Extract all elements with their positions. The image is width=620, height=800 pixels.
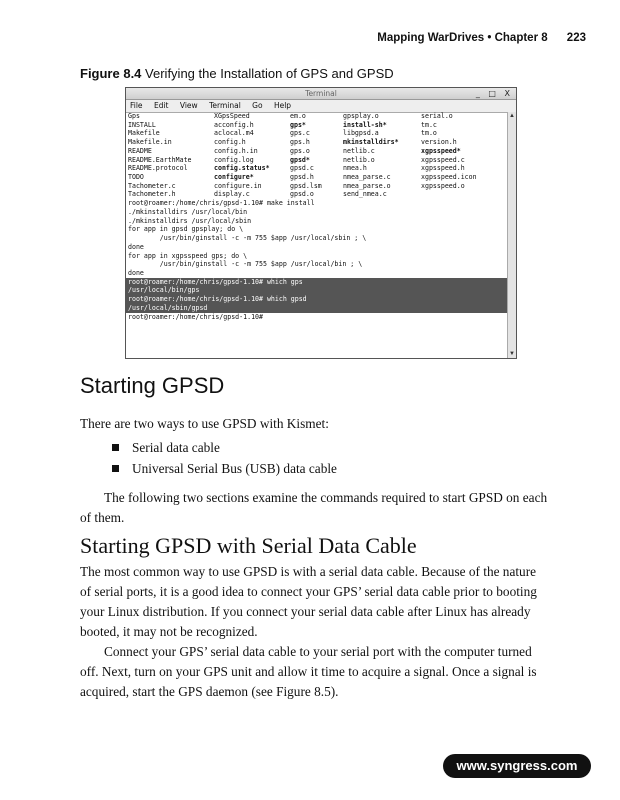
terminal-output [126, 112, 507, 358]
menu-go[interactable]: Go [252, 101, 263, 110]
terminal-ls-cell: tm.c [421, 120, 437, 129]
section2-paragraph-2: Connect your GPS’ serial data cable to your serial port with the computer turned off. Next, turn on your GPS unit and allow it time to acquire a signal. Once a signal is acquired, start the GPS daemon (see Figure 8.5). [80, 644, 537, 699]
terminal-ls-cell: libgpsd.a [343, 129, 379, 138]
terminal-ls-row [126, 112, 507, 121]
terminal-ls-cell: gpsd.h [290, 173, 314, 182]
scroll-up-icon[interactable]: ▲ [509, 113, 515, 119]
terminal-ls-cell: Tachometer.h [128, 190, 176, 199]
terminal-ls-cell: xgpsspeed.o [421, 181, 465, 190]
terminal-window [125, 87, 517, 359]
list-item: Serial data cable [80, 437, 337, 458]
terminal-ls-cell: netlib.c [343, 146, 375, 155]
terminal-ls-cell: serial.o [421, 112, 453, 120]
figure-number: Figure 8.4 [80, 66, 142, 81]
terminal-line: ./mkinstalldirs /usr/local/sbin [128, 216, 252, 225]
terminal-ls-cell: gpsplay.o [343, 112, 379, 120]
terminal-ls-cell: gps.c [290, 129, 310, 138]
terminal-ls-cell: configure.in [214, 181, 262, 190]
terminal-ls-cell [421, 190, 501, 199]
terminal-ls-cell: config.h [214, 138, 246, 147]
terminal-ls-cell: gpsd.lsm [290, 181, 322, 190]
section1-intro: There are two ways to use GPSD with Kismet: [80, 416, 329, 431]
terminal-ls-cell: config.log [214, 155, 254, 164]
terminal-ls-cell: netlib.o [343, 155, 375, 164]
terminal-line: for app in gpsd gpsplay; do \ [128, 225, 244, 234]
terminal-line: /usr/bin/ginstall -c -m 755 $app /usr/local/sbin ; \ [128, 234, 367, 243]
section-heading-starting-gpsd: Starting GPSD [80, 373, 225, 398]
window-buttons[interactable]: _ □ X [475, 89, 513, 98]
terminal-ls-cell: config.h.in [214, 146, 258, 155]
running-head: Mapping WarDrives • Chapter 8 223 [377, 32, 586, 44]
terminal-ls-cell: nmea.h [343, 164, 367, 173]
terminal-ls-cell: gpsd* [290, 155, 310, 164]
terminal-ls-cell: xgpsspeed.h [421, 164, 465, 173]
terminal-ls-cell: gps* [290, 120, 306, 129]
scroll-down-icon[interactable]: ▼ [509, 351, 515, 357]
terminal-ls-cell: TODO [128, 173, 144, 182]
terminal-ls-row [126, 164, 507, 173]
terminal-ls-cell: config.status* [214, 164, 270, 173]
terminal-ls-cell: xgpsspeed* [421, 146, 461, 155]
terminal-ls-row [126, 129, 507, 138]
menu-help[interactable]: Help [273, 101, 292, 110]
terminal-ls-cell: gps.o [290, 146, 310, 155]
terminal-ls-cell: nmea_parse.c [343, 173, 391, 182]
terminal-ls-cell: configure* [214, 173, 254, 182]
terminal-ls-cell: em.o [290, 112, 306, 120]
terminal-line: /usr/bin/ginstall -c -m 755 $app /usr/local/bin ; \ [128, 260, 363, 269]
terminal-highlighted-line: /usr/local/bin/gps [126, 286, 507, 295]
terminal-ls-cell: tm.o [421, 129, 437, 138]
terminal-ls-row [126, 121, 507, 130]
figure-caption [80, 66, 394, 81]
terminal-highlighted-line: root@roamer:/home/chris/gpsd-1.10# which gps [126, 278, 507, 287]
terminal-line: done [128, 268, 144, 277]
terminal-line: root@roamer:/home/chris/gpsd-1.10# make install [128, 199, 315, 208]
terminal-title: Terminal [305, 89, 337, 98]
terminal-ls-cell: Makefile [128, 129, 160, 138]
terminal-highlighted-line: root@roamer:/home/chris/gpsd-1.10# which gpsd [126, 295, 507, 304]
menu-file[interactable]: File [130, 101, 143, 110]
bullet-list [80, 437, 337, 479]
figure-title: Verifying the Installation of GPS and GPSD [145, 66, 394, 81]
terminal-ls-cell: gps.h [290, 138, 310, 147]
terminal-ls-row [126, 190, 507, 199]
terminal-ls-cell: install-sh* [343, 120, 387, 129]
terminal-ls-row [126, 138, 507, 147]
terminal-ls-cell: Gps [128, 112, 140, 120]
terminal-ls-row [126, 182, 507, 191]
terminal-ls-cell: xgpsspeed.c [421, 155, 465, 164]
terminal-ls-row [126, 173, 507, 182]
terminal-ls-cell: mkinstalldirs* [343, 138, 399, 147]
publisher-url[interactable]: www.syngress.com [443, 754, 591, 778]
terminal-ls-cell: send_nmea.c [343, 190, 387, 199]
terminal-ls-cell: Tachometer.c [128, 181, 176, 190]
terminal-ls-cell: INSTALL [128, 120, 156, 129]
section2-paragraph-1: The most common way to use GPSD is with a serial data cable. Because of the nature of serial ports, it is a good idea to connect your GPS’ serial data cable prior to booting your Linux distribution. If you connect your serial data cable after Linux has already booted, it may not be recognized. [80, 564, 537, 639]
terminal-ls-row [126, 147, 507, 156]
list-item: Universal Serial Bus (USB) data cable [80, 458, 337, 479]
terminal-ls-cell: acconfig.h [214, 120, 254, 129]
terminal-ls-cell: README.protocol [128, 164, 188, 173]
terminal-titlebar [126, 88, 516, 100]
terminal-ls-cell: gpsd.o [290, 190, 314, 199]
terminal-ls-cell: gpsd.c [290, 164, 314, 173]
menu-terminal[interactable]: Terminal [209, 101, 241, 110]
menu-view[interactable]: View [179, 101, 198, 110]
menu-edit[interactable]: Edit [153, 101, 169, 110]
terminal-ls-cell: XGpsSpeed [214, 112, 250, 120]
terminal-ls-cell: README [128, 146, 152, 155]
section-heading-serial-cable: Starting GPSD with Serial Data Cable [80, 533, 417, 558]
terminal-ls-cell: README.EarthMate [128, 155, 192, 164]
terminal-ls-cell: xgpsspeed.icon [421, 173, 477, 182]
bullet-square-icon [112, 444, 119, 451]
terminal-ls-row [126, 156, 507, 165]
terminal-ls-cell: nmea_parse.o [343, 181, 391, 190]
terminal-line: ./mkinstalldirs /usr/local/bin [128, 207, 248, 216]
terminal-ls-cell: display.c [214, 190, 250, 199]
terminal-scrollbar[interactable] [507, 112, 516, 358]
section1-paragraph: The following two sections examine the commands required to start GPSD on each of them. [80, 490, 548, 525]
terminal-line: done [128, 242, 144, 251]
bullet-square-icon [112, 465, 119, 472]
terminal-ls-cell: aclocal.m4 [214, 129, 254, 138]
terminal-highlighted-line: /usr/local/sbin/gpsd [126, 304, 507, 313]
terminal-ls-cell: version.h [421, 138, 457, 147]
terminal-prompt[interactable]: root@roamer:/home/chris/gpsd-1.10# [128, 312, 263, 321]
terminal-line: for app in xgpsspeed gps; do \ [128, 251, 248, 260]
terminal-ls-cell: Makefile.in [128, 138, 172, 147]
